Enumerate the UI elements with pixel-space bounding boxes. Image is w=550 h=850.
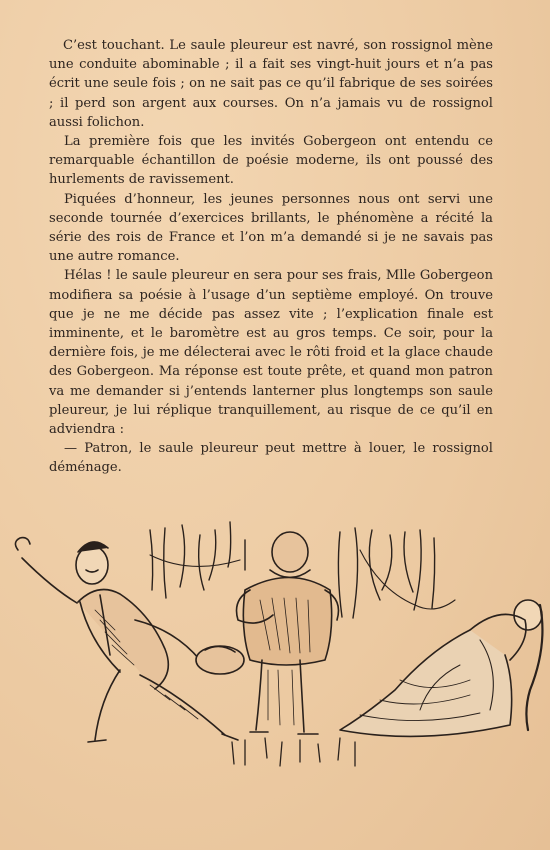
paragraph-2: La première fois que les invités Gobergeon ont entendu ce remarquable échantillon de poésie moderne, ils ont poussé des hurlements de ravissement. <box>49 134 493 188</box>
fainting-woman-figure <box>340 600 542 736</box>
floor-strokes <box>232 738 355 766</box>
engraving-illustration <box>0 510 550 780</box>
paragraph-3: Piquées d’honneur, les jeunes personnes nous ont servi une seconde tournée d’exercices brillants, le phénomène a récité la série des rois de France et l’on m’a demandé si je ne savais pas une autre romance. <box>49 191 493 265</box>
paragraph-5: — Patron, le saule pleureur peut mettre à louer, le rossignol déménage. <box>49 441 493 476</box>
page-text <box>49 36 493 478</box>
father-figure <box>237 532 339 734</box>
paragraph-4: Hélas ! le saule pleureur en sera pour ses frais, Mlle Gobergeon modifiera sa poésie à l’usage d’un septième employé. On trouve que je ne me décide pas assez vite ; l’explication finale est imminente, et le baromètre est au gros temps. Ce soir, pour la dernière fois, je me délecterai avec le rôti froid et la glace chaude des Gobergeon. Ma réponse est toute prête, et quand mon patron va me demander si j’entends lanterner plus longtemps son saule pleureur, je lui réplique tranquillement, au risque de ce qu’il en adviendra : <box>49 268 493 438</box>
departing-man-figure <box>15 538 244 742</box>
engraving-svg <box>0 510 550 780</box>
paragraph-1: C’est touchant. Le saule pleureur est navré, son rossignol mène une conduite abominable ; il a fait ses vingt-huit jours et n’a pas écrit une seule fois ; on ne sait pas ce qu’il fabrique de ses soirées ; il perd son argent aux courses. On n’a jamais vu de rossignol aussi folichon. <box>49 38 493 130</box>
